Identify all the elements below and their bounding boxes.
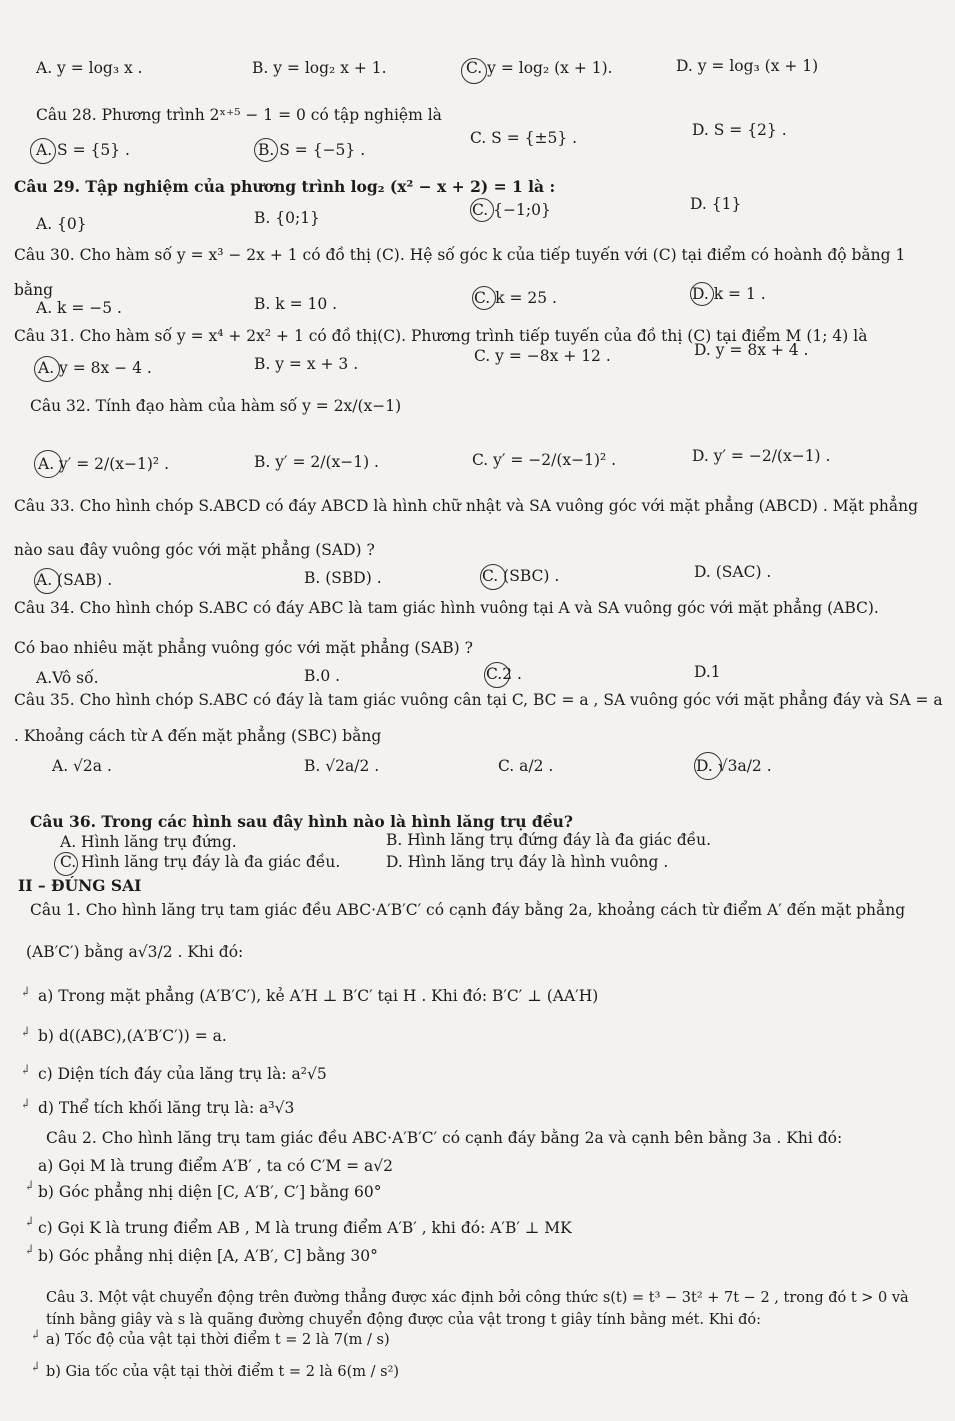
- q29-option-b: B. {0;1}: [254, 209, 320, 227]
- q33-option-c: C. (SBC) .: [482, 567, 560, 585]
- tick-mark: ↲: [30, 1360, 41, 1375]
- q32-option-b: B. y′ = 2/(x−1) .: [254, 453, 379, 471]
- q34-option-c: C.2 .: [486, 665, 522, 683]
- q27-option-b: B. y = log₂ x + 1.: [252, 59, 387, 77]
- q33-stem-2: nào sau đây vuông góc với mặt phẳng (SAD) ?: [14, 541, 375, 559]
- q31-option-d: D. y = 8x + 4 .: [694, 341, 809, 359]
- q34-stem-2: Có bao nhiêu mặt phẳng vuông góc với mặt phẳng (SAB) ?: [14, 639, 473, 657]
- q27-option-d: D. y = log₃ (x + 1): [676, 57, 819, 75]
- ts2-statement-a: a) Gọi M là trung điểm A′B′ , ta có C′M = a√2: [38, 1157, 394, 1175]
- ts2-statement-c: c) Gọi K là trung điểm AB , M là trung điểm A′B′ , khi đó: A′B′ ⊥ MK: [38, 1219, 572, 1237]
- q34-option-d: D.1: [694, 663, 721, 681]
- tick-mark: ↲: [20, 1063, 31, 1078]
- q33-option-b: B. (SBD) .: [304, 569, 382, 587]
- q34-option-a: A.Vô số.: [36, 669, 99, 687]
- q33-option-a: A. (SAB) .: [36, 571, 113, 589]
- section-title: II – ĐÚNG SAI: [18, 876, 142, 895]
- q32-stem: Câu 32. Tính đạo hàm của hàm số y = 2x/(x−1): [30, 397, 402, 415]
- tick-mark: ↲: [24, 1215, 35, 1230]
- q35-stem: Câu 35. Cho hình chóp S.ABC có đáy là tam giác vuông cân tại C, BC = a , SA vuông góc với mặt phẳng đáy và SA = a: [14, 691, 943, 709]
- q33-stem: Câu 33. Cho hình chóp S.ABCD có đáy ABCD là hình chữ nhật và SA vuông góc với mặt phẳng (ABCD) . Mặt phẳng: [14, 497, 919, 515]
- q27-option-c: C. y = log₂ (x + 1).: [466, 59, 613, 77]
- tick-mark: ↲: [20, 985, 31, 1000]
- q34-stem: Câu 34. Cho hình chóp S.ABC có đáy ABC là tam giác hình vuông tại A và SA vuông góc với mặt phẳng (ABC).: [14, 599, 879, 617]
- q36-option-c: C. Hình lăng trụ đáy là đa giác đều.: [60, 853, 341, 871]
- q31-option-c: C. y = −8x + 12 .: [474, 347, 611, 365]
- q36-option-d: D. Hình lăng trụ đáy là hình vuông .: [386, 853, 669, 871]
- q28-option-c: C. S = {±5} .: [470, 129, 578, 147]
- ts3-statement-a: a) Tốc độ của vật tại thời điểm t = 2 là 7(m / s): [46, 1332, 390, 1348]
- q35-option-b: B. √2a/2 .: [304, 757, 380, 775]
- q27-option-a: A. y = log₃ x .: [36, 59, 143, 77]
- q35-option-d: D. √3a/2 .: [696, 757, 772, 775]
- q32-option-a: A. y′ = 2/(x−1)² .: [38, 455, 170, 473]
- ts1-statement-b: b) d((ABC),(A′B′C′)) = a.: [38, 1027, 227, 1045]
- ts3-statement-b: b) Gia tốc của vật tại thời điểm t = 2 là 6(m / s²): [46, 1364, 400, 1380]
- q29-option-c: C. {−1;0}: [472, 201, 551, 219]
- q30-option-d: D. k = 1 .: [692, 285, 766, 303]
- q36-stem: Câu 36. Trong các hình sau đây hình nào là hình lăng trụ đều?: [30, 812, 573, 831]
- q36-option-b: B. Hình lăng trụ đứng đáy là đa giác đều.: [386, 831, 712, 849]
- ts2-statement-d: b) Góc phẳng nhị diện [A, A′B′, C] bằng 30°: [38, 1247, 378, 1265]
- q28-option-a: A. S = {5} .: [36, 141, 130, 159]
- q29-stem: Câu 29. Tập nghiệm của phương trình log₂ (x² − x + 2) = 1 là :: [14, 177, 556, 196]
- q28-option-d: D. S = {2} .: [692, 121, 787, 139]
- q33-option-d: D. (SAC) .: [694, 563, 772, 581]
- q35-option-c: C. a/2 .: [498, 757, 554, 775]
- tick-mark: ↲: [20, 1097, 31, 1112]
- ts1-statement-d: d) Thể tích khối lăng trụ là: a³√3: [38, 1099, 295, 1117]
- q30-option-c: C. k = 25 .: [474, 289, 557, 307]
- tick-mark: ↲: [24, 1179, 35, 1194]
- q29-option-a: A. {0}: [36, 215, 87, 233]
- q29-option-d: D. {1}: [690, 195, 742, 213]
- q31-option-b: B. y = x + 3 .: [254, 355, 359, 373]
- ts2-statement-b: b) Góc phẳng nhị diện [C, A′B′, C′] bằng 60°: [38, 1183, 382, 1201]
- ts1-stem: Câu 1. Cho hình lăng trụ tam giác đều ABC·A′B′C′ có cạnh đáy bằng 2a, khoảng cách từ điểm A′ đến mặt phẳng: [30, 901, 906, 919]
- q30-option-a: A. k = −5 .: [36, 299, 122, 317]
- ts1-statement-a: a) Trong mặt phẳng (A′B′C′), kẻ A′H ⊥ B′C′ tại H . Khi đó: B′C′ ⊥ (AA′H): [38, 987, 599, 1005]
- q35-option-a: A. √2a .: [52, 757, 112, 775]
- q31-option-a: A. y = 8x − 4 .: [38, 359, 152, 377]
- q30-stem-2: bằng: [14, 281, 54, 299]
- ts3-stem: Câu 3. Một vật chuyển động trên đường thẳng được xác định bởi công thức s(t) = t³ − 3t² + 7t − 2 , trong đó t > 0 và: [46, 1290, 909, 1306]
- q28-option-b: B. S = {−5} .: [258, 141, 366, 159]
- q34-option-b: B.0 .: [304, 667, 341, 685]
- q28-stem: Câu 28. Phương trình 2ˣ⁺⁵ − 1 = 0 có tập nghiệm là: [36, 106, 442, 124]
- tick-mark: ↲: [20, 1025, 31, 1040]
- q32-option-c: C. y′ = −2/(x−1)² .: [472, 451, 617, 469]
- ts1-statement-c: c) Diện tích đáy của lăng trụ là: a²√5: [38, 1065, 327, 1083]
- ts2-stem: Câu 2. Cho hình lăng trụ tam giác đều ABC·A′B′C′ có cạnh đáy bằng 2a và cạnh bên bằng 3a . Khi đó:: [46, 1129, 843, 1147]
- q36-option-a: A. Hình lăng trụ đứng.: [60, 833, 237, 851]
- q30-option-b: B. k = 10 .: [254, 295, 338, 313]
- ts1-stem-2: (AB′C′) bằng a√3/2 . Khi đó:: [26, 943, 244, 961]
- q32-option-d: D. y′ = −2/(x−1) .: [692, 447, 831, 465]
- q30-stem: Câu 30. Cho hàm số y = x³ − 2x + 1 có đồ thị (C). Hệ số góc k của tiếp tuyến với (C) tại điểm có hoành độ bằng 1: [14, 246, 906, 264]
- tick-mark: ↲: [24, 1243, 35, 1258]
- tick-mark: ↲: [30, 1328, 41, 1343]
- q35-stem-2: . Khoảng cách từ A đến mặt phẳng (SBC) bằng: [14, 727, 382, 745]
- ts3-stem-2: tính bằng giây và s là quãng đường chuyển động được của vật trong t giây tính bằng mét. Khi đó:: [46, 1312, 762, 1328]
- q31-stem: Câu 31. Cho hàm số y = x⁴ + 2x² + 1 có đồ thị(C). Phương trình tiếp tuyến của đồ thị (C) tại điểm M (1; 4) là: [14, 327, 868, 345]
